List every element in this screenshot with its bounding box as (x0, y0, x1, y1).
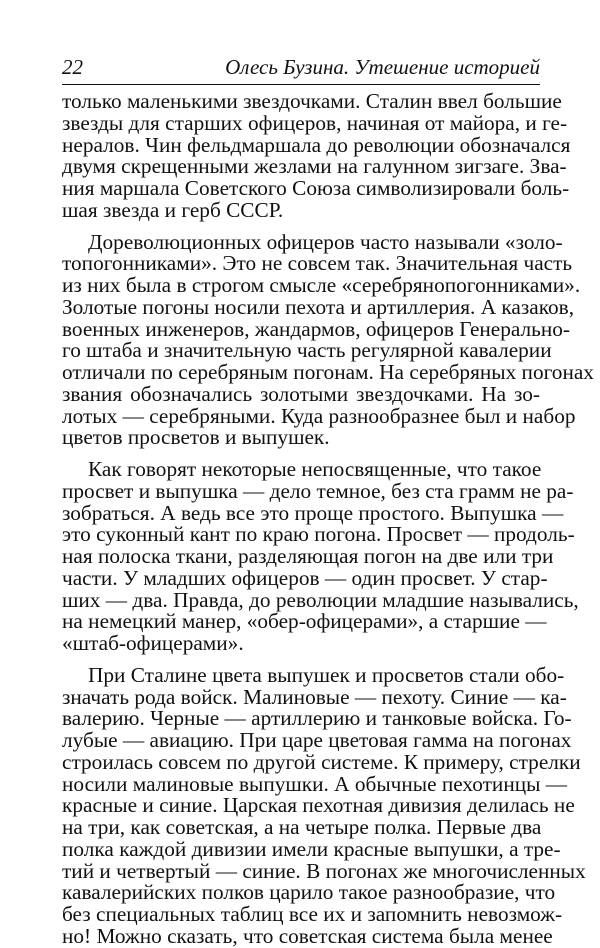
text-line: го штаба и значительную часть регулярной кавалерии (62, 338, 552, 363)
book-page (62, 50, 594, 948)
text-line: нералов. Чин фельдмаршала до революции обозначался (62, 132, 571, 157)
paragraph-4 (62, 662, 586, 948)
text-line: звания обозначались золотыми звездочками. На зо- (62, 381, 540, 406)
text-line: двумя скрещенными жезлами на галунном зигзаге. Зва- (62, 154, 567, 179)
text-line: отличали по серебряным погонам. На серебряных погонах (62, 360, 594, 384)
text-line: звезды для старших офицеров, начиная от майора, и ге- (62, 110, 568, 135)
text-line: топогонниками». Это не совсем так. Значительная часть (62, 251, 573, 276)
text-line: на три, как советская, а на четыре полка. Первые два (62, 815, 542, 839)
text-line: полка каждой дивизии имели красные выпушки, а тре- (62, 836, 561, 861)
text-line: зобраться. А ведь все это проще простого. Выпушка — (62, 500, 564, 525)
text-line: без специальных таблиц все их и запомнить невозмож- (62, 902, 563, 926)
text-line: «штаб-офицерами». (62, 631, 244, 655)
text-line: части. У младших офицеров — один просвет. У стар- (62, 565, 548, 590)
paragraph-2 (62, 229, 594, 450)
text-line: только маленькими звездочками. Сталин ввел большие (62, 89, 562, 113)
text-line: носили малиновые выпушки. А обычные пехотинцы — (62, 771, 568, 796)
text-line: это суконный кант по краю погона. Просвет — продоль- (62, 522, 575, 547)
text-line: Как говорят некоторые непосвященные, что такое (88, 457, 542, 481)
text-line: тий и четвертый — синие. В погонах же многочисленных (62, 858, 586, 883)
text-line: При Сталине цвета выпушек и просветов стали обо- (88, 662, 565, 687)
body-text (62, 89, 594, 948)
running-head (62, 50, 540, 85)
text-line: кавалерийских полков царило такое разнообразие, что (62, 880, 556, 905)
text-line: Дореволюционных офицеров часто называли «золо- (88, 229, 563, 254)
paragraph-3 (62, 457, 579, 655)
text-line: валерию. Черные — артиллерию и танковые войска. Го- (62, 706, 572, 731)
text-line: ших — два. Правда, до революции младшие назывались, (62, 587, 579, 612)
page-number: 22 (62, 55, 83, 79)
book-title: Олесь Бузина. Утешение историей (225, 55, 540, 79)
text-line: лубые — авиацию. При царе цветовая гамма на погонах (62, 728, 572, 752)
text-line: лотых — серебряными. Куда разнообразнее был и набор (62, 403, 576, 428)
text-line: цветов просветов и выпушек. (62, 425, 330, 450)
text-line: красные и синие. Царская пехотная дивизия делилась не (62, 793, 575, 818)
text-line: военных инженеров, жандармов, офицеров Генерально- (62, 316, 571, 341)
text-line: Золотые погоны носили пехота и артиллерия. А казаков, (62, 294, 575, 319)
text-line: на немецкий манер, «обер-офицерами», а старшие — (62, 609, 547, 634)
text-line: строилась совсем по другой системе. К примеру, стрелки (62, 749, 581, 774)
text-line: шая звезда и герб СССР. (62, 197, 284, 222)
text-line: значать рода войск. Малиновые — пехоту. Синие — ка- (62, 684, 567, 709)
paragraph-1 (62, 89, 571, 222)
text-line: ная полоска ткани, разделяющая погон на две или три (62, 544, 554, 568)
text-line: просвет и выпушка — дело темное, без ста грамм не ра- (62, 478, 574, 503)
text-line: но! Можно сказать, что советская система была менее (62, 923, 553, 948)
text-line: из них была в строгом смысле «серебрянопогонниками». (62, 273, 581, 297)
text-line: ния маршала Советского Союза символизировали боль- (62, 176, 570, 200)
